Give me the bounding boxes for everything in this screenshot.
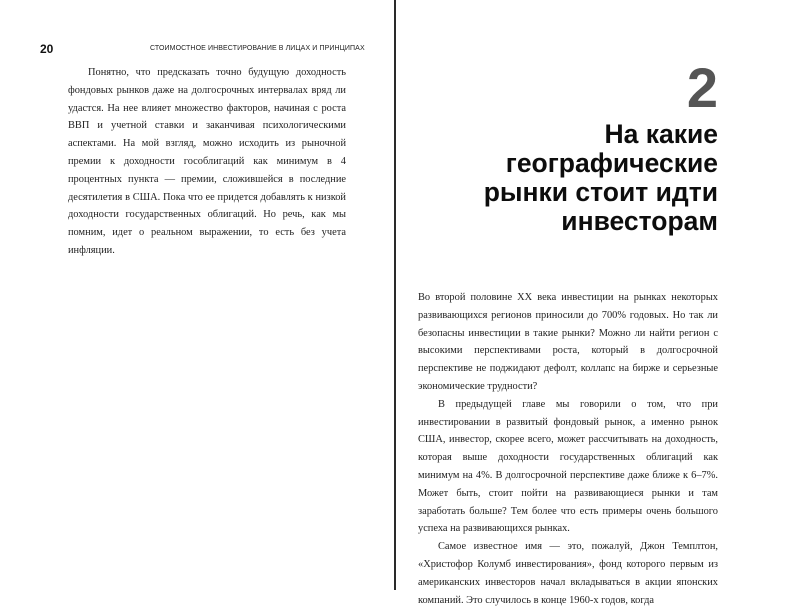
right-page [396, 0, 788, 606]
chapter-title [418, 120, 718, 236]
right-body-text [418, 289, 718, 609]
chapter-title-line: инвесторам [561, 206, 718, 236]
paragraph: Во второй половине XX века инвестиции на рынках некоторых развивающихся регионов приносили до 700% годовых. Но так ли безопасны инвестиции в такие рынки? Можно ли найти регион с высокими перспективами роста, который в долгосрочной перспективе не поджидают дефолт, коллапс на бирже и серьезные экономические трудности? [418, 292, 718, 392]
paragraph: Понятно, что предсказать точно будущую доходность фондовых рынков даже на долгосрочных интервалах вряд ли удастся. На нее влияет множество факторов, начиная с роста ВВП и учетной ставки и заканчивая психологическими аспектами. На мой взгляд, можно исходить из рыночной премии к доходности гособлигаций как минимум в 4 процентных пункта — премии, сложившейся в последние десятилетия в США. Пока что ее придется добавлять к низкой доходности государственных облигаций. Но речь, как мы помним, идет о реальном выражении, то есть без учета инфляции. [68, 67, 346, 256]
paragraph: Самое известное имя — это, пожалуй, Джон Темплтон, «Христофор Колумб инвестирования», фонд которого первым из американских инвесторов начал вкладываться в акции японских компаний. Это случилось в конце 1960-х годов, когда [418, 541, 718, 606]
running-head: СТОИМОСТНОЕ ИНВЕСТИРОВАНИЕ В ЛИЦАХ И ПРИНЦИПАХ [150, 45, 365, 52]
paragraph: В предыдущей главе мы говорили о том, что при инвестировании в развитый фондовый рынок, а именно рынок США, инвестор, скорее всего, может рассчитывать на доходность, которая выше доходности государственных облигаций как минимум на 4%. В долгосрочной перспективе даже ближе к 6–7%. Может быть, стоит пойти на развивающиеся рынки и там заработать больше? Тем более что есть примеры очень большого успеха на развивающихся рынках. [418, 398, 718, 535]
page-number: 20 [40, 42, 54, 56]
chapter-number: 2 [686, 56, 718, 119]
left-page [0, 0, 394, 590]
chapter-title-line: рынки стоит идти [483, 177, 718, 207]
left-body-text [68, 64, 346, 260]
chapter-title-line: географические [505, 148, 718, 178]
chapter-title-line: На какие [604, 119, 718, 149]
